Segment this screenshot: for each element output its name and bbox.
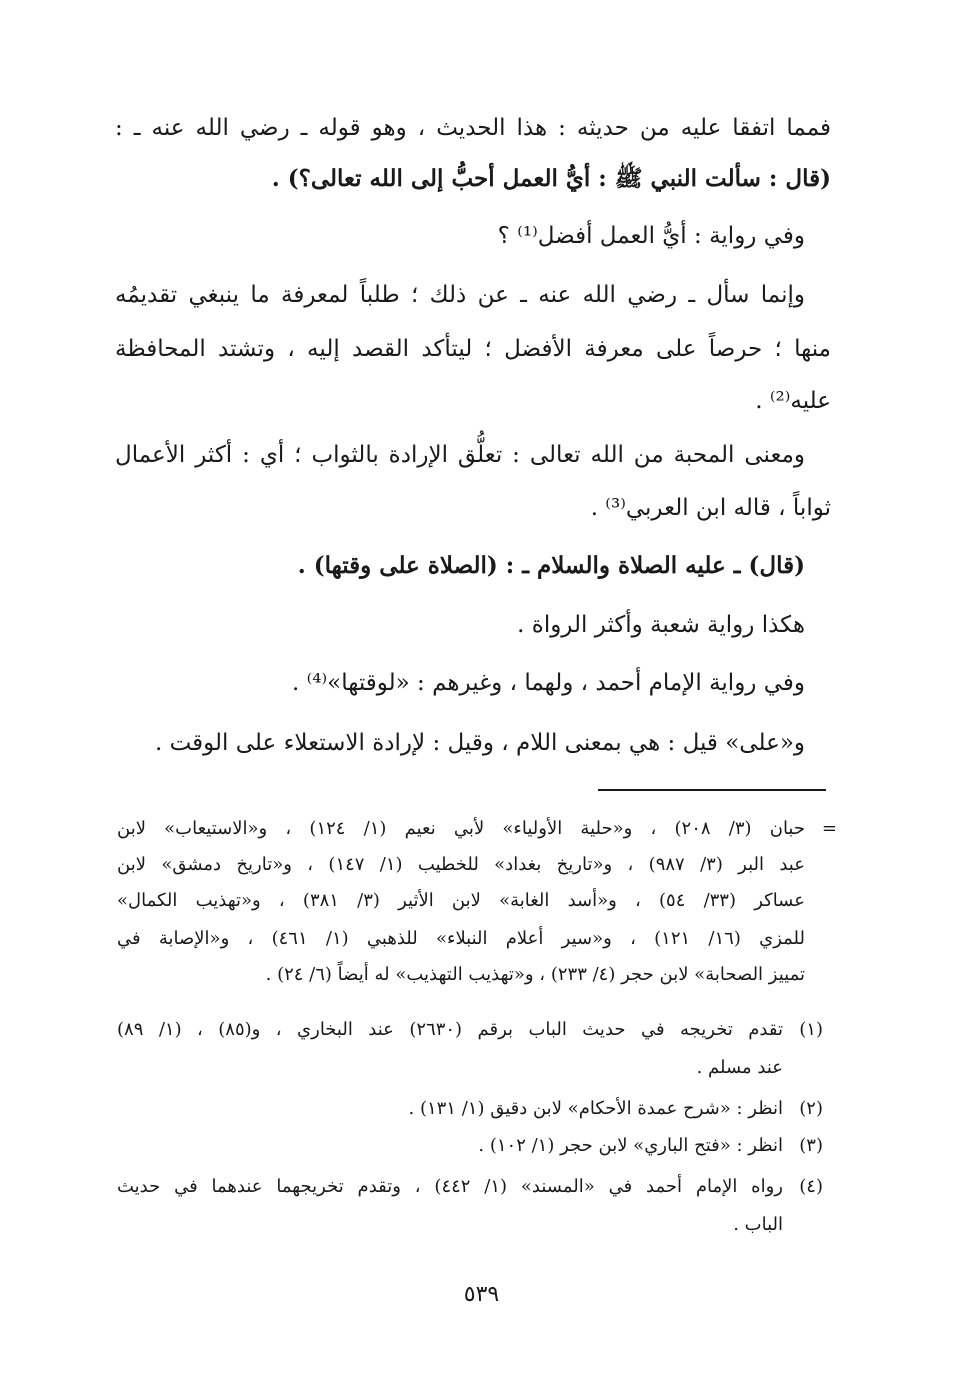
footnote-text-line: انظر : «فتح الباري» لابن حجر (١/ ١٠٢) . bbox=[478, 1135, 783, 1156]
footnote-continuation-line: تمييز الصحابة» لابن حجر (٤/ ٢٣٣) ، و«تهذيب التهذيب» له أيضاً (٦/ ٢٤) . bbox=[265, 964, 805, 985]
main-text-line: هكذا رواية شعبة وأكثر الرواة . bbox=[517, 612, 805, 638]
main-text-line: وفي رواية : أيُّ العمل أفضل⁽¹⁾ ؟ bbox=[497, 223, 805, 249]
main-text-line: عليه⁽²⁾ . bbox=[755, 388, 831, 414]
main-text-line-hadith: (قال : سألت النبي ﷺ : أيُّ العمل أحبُّ إلى الله تعالى؟) . bbox=[271, 165, 831, 192]
footnote-text-line: انظر : «شرح عمدة الأحكام» لابن دقيق (١/ ١٣١) . bbox=[408, 1098, 783, 1119]
footnote-number: (٣) bbox=[799, 1135, 823, 1156]
footnote-separator bbox=[598, 789, 826, 791]
main-text-line: منها ؛ حرصاً على معرفة الأفضل ؛ ليتأكد القصد إليه ، وتشتد المحافظة bbox=[115, 336, 831, 362]
footnote-number: (٤) bbox=[799, 1176, 823, 1197]
footnote-continuation-line: عساكر (٣٣/ ٥٤) ، و«أسد الغابة» لابن الأثير (٣/ ٣٨١) ، و«تهذيب الكمال» bbox=[117, 890, 805, 911]
footnote-text-line: عند مسلم . bbox=[696, 1057, 783, 1078]
footnote-continuation-line: حبان (٣/ ٢٠٨) ، و«حلية الأولياء» لأبي نعيم (١/ ١٢٤) ، و«الاستيعاب» لابن bbox=[117, 818, 805, 839]
footnote-text-line: رواه الإمام أحمد في «المسند» (١/ ٤٤٢) ، وتقدم تخريجهما عندهما في حديث bbox=[117, 1176, 784, 1197]
footnote-text-line: الباب . bbox=[733, 1214, 783, 1235]
footnote-number: (٢) bbox=[799, 1098, 823, 1119]
page-number: ٥٣٩ bbox=[463, 1282, 500, 1307]
main-text-line-hadith: (قال) ـ عليه الصلاة والسلام ـ : (الصلاة على وقتها) . bbox=[297, 552, 805, 579]
main-text-line: وفي رواية الإمام أحمد ، ولهما ، وغيرهم : «لوقتها»⁽⁴⁾ . bbox=[291, 670, 805, 696]
main-text-line: وإنما سأل ـ رضي الله عنه ـ عن ذلك ؛ طلباً لمعرفة ما ينبغي تقديمُه bbox=[115, 282, 805, 308]
footnote-continuation-mark: = bbox=[821, 818, 837, 839]
footnote-text-line: تقدم تخريجه في حديث الباب برقم (٢٦٣٠) عند البخاري ، و(٨٥) ، (١/ ٨٩) bbox=[117, 1019, 783, 1040]
footnote-continuation-line: للمزي (١٦/ ١٢١) ، و«سير أعلام النبلاء» للذهبي (١/ ٤٦١) ، و«الإصابة في bbox=[117, 928, 805, 949]
footnote-number: (١) bbox=[799, 1019, 823, 1040]
main-text-line: فمما اتفقا عليه من حديثه : هذا الحديث ، وهو قوله ـ رضي الله عنه ـ : bbox=[115, 115, 831, 141]
main-text-line: ثواباً ، قاله ابن العربي⁽³⁾ . bbox=[590, 495, 831, 521]
footnote-continuation-line: عبد البر (٣/ ٩٨٧) ، و«تاريخ بغداد» للخطيب (١/ ١٤٧) ، و«تاريخ دمشق» لابن bbox=[117, 854, 805, 875]
main-text-line: ومعنى المحبة من الله تعالى : تعلُّق الإرادة بالثواب ؛ أي : أكثر الأعمال bbox=[115, 442, 805, 468]
main-text-line: و«على» قيل : هي بمعنى اللام ، وقيل : لإرادة الاستعلاء على الوقت . bbox=[154, 730, 805, 756]
